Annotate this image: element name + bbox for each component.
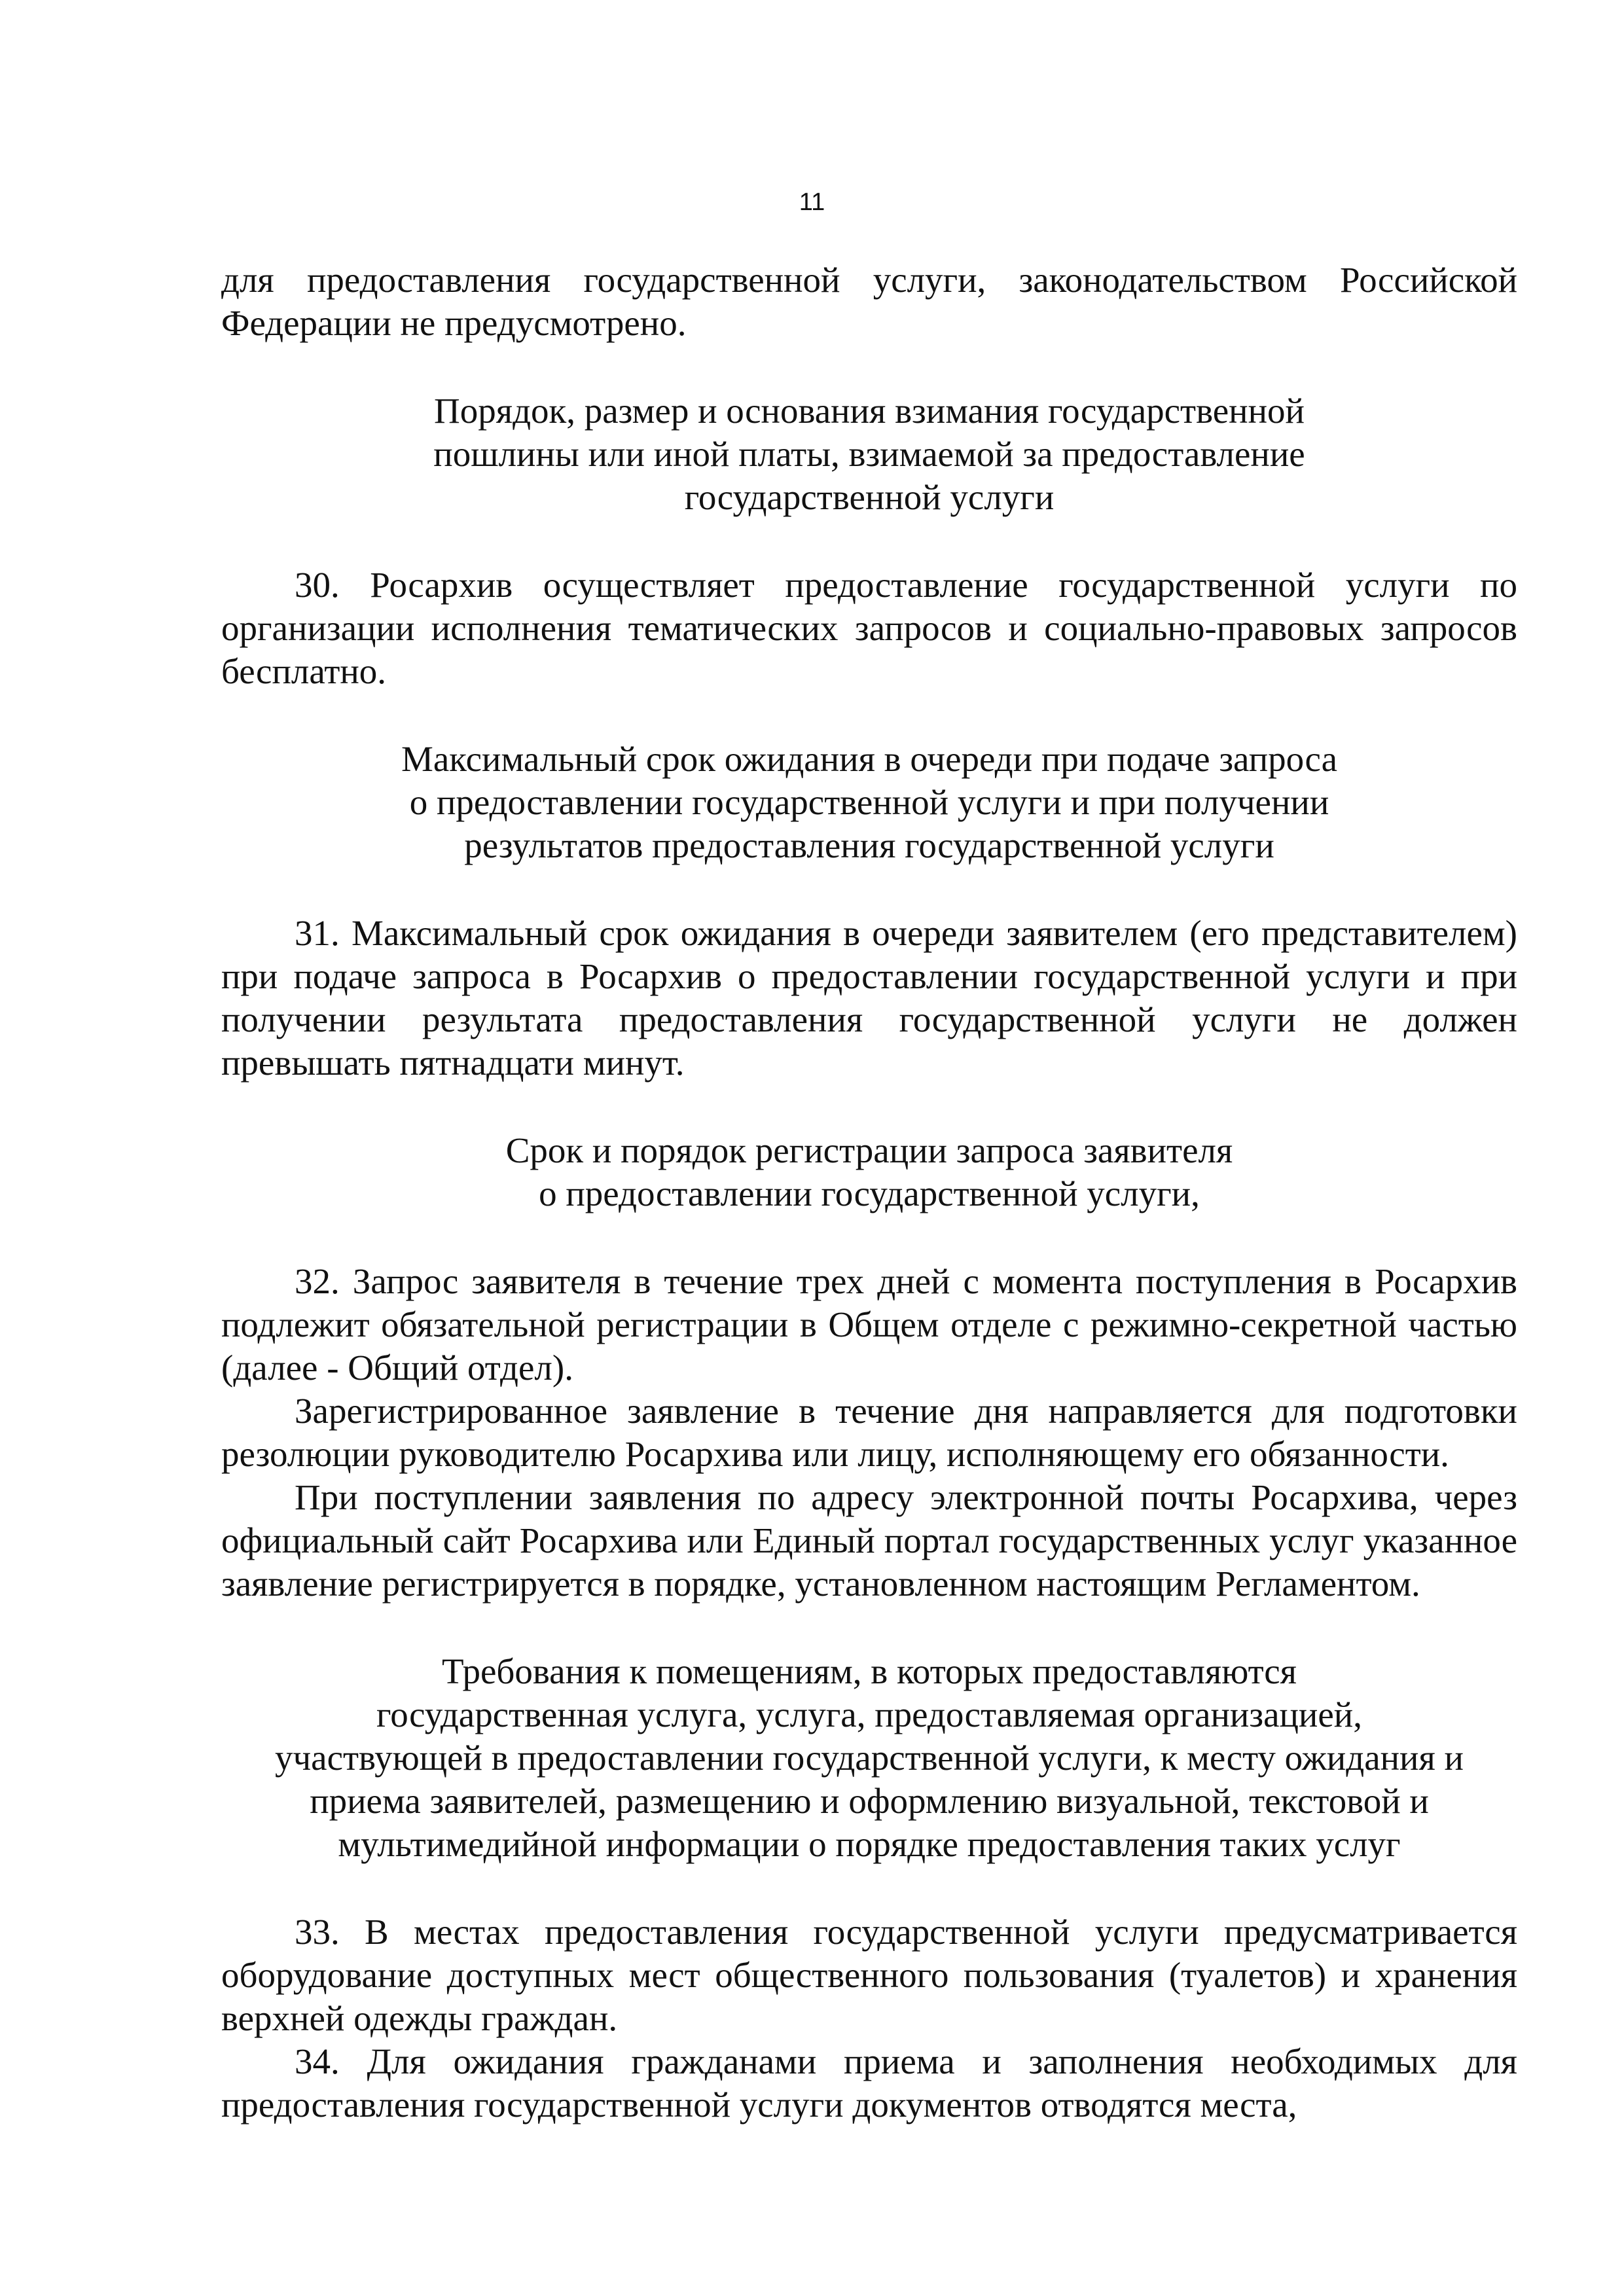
paragraph-30: 30. Росархив осуществляет предоставление государственной услуги по организации исполнения тематических запросов и социально-правовых запросов бесплатно.	[221, 565, 1517, 691]
paragraph-31: 31. Максимальный срок ожидания в очереди заявителем (его представителем) при подаче запроса в Росархив о предоставлении государственной услуги и при получении результата предоставления государственной услуги не должен превышать пятнадцати минут.	[221, 913, 1517, 1083]
heading-line: Максимальный срок ожидания в очереди при подаче запроса	[401, 739, 1338, 779]
paragraph-32: 32. Запрос заявителя в течение трех дней с момента поступления в Росархив подлежит обязательной регистрации в Общем отделе с режимно-секретной частью (далее - Общий отдел).	[221, 1261, 1517, 1388]
heading-line: государственной услуги	[684, 477, 1055, 517]
heading-line: пошлины или иной платы, взимаемой за предоставление	[433, 434, 1305, 474]
paragraph-33: 33. В местах предоставления государственной услуги предусматривается оборудование доступных мест общественного пользования (туалетов) и хранения верхней одежды граждан.	[221, 1912, 1517, 2038]
heading-line: мультимедийной информации о порядке предоставления таких услуг	[338, 1824, 1401, 1864]
paragraph-32-electronic: При поступлении заявления по адресу электронной почты Росархива, через официальный сайт Росархива или Единый портал государственных услуг указанное заявление регистрируется в порядке, установленном настоящим Регламентом.	[221, 1477, 1517, 1604]
paragraph-34: 34. Для ожидания гражданами приема и заполнения необходимых для предоставления государственной услуги документов отводятся места,	[221, 2041, 1517, 2125]
heading-line: Срок и порядок регистрации запроса заявителя	[505, 1130, 1233, 1170]
section-heading-waiting-time	[221, 738, 1517, 867]
heading-line: участвующей в предоставлении государственной услуги, к месту ожидания и	[275, 1738, 1464, 1778]
section-heading-fees	[221, 389, 1517, 519]
section-heading-premises	[221, 1650, 1517, 1866]
heading-line: Требования к помещениям, в которых предоставляются	[442, 1651, 1297, 1691]
heading-line: о предоставлении государственной услуги и при получении	[409, 782, 1329, 822]
heading-line: Порядок, размер и основания взимания государственной	[434, 391, 1305, 431]
heading-line: приема заявителей, размещению и оформлению визуальной, текстовой и	[310, 1781, 1429, 1821]
page-number: 11	[799, 188, 825, 216]
section-heading-registration	[221, 1129, 1517, 1215]
heading-line: государственная услуга, услуга, предоставляемая организацией,	[376, 1695, 1362, 1734]
paragraph-32-registered: Зарегистрированное заявление в течение дня направляется для подготовки резолюции руководителю Росархива или лицу, исполняющему его обязанности.	[221, 1391, 1517, 1474]
heading-line: результатов предоставления государственной услуги	[464, 825, 1274, 865]
document-body	[221, 259, 1517, 2126]
heading-line: о предоставлении государственной услуги,	[539, 1174, 1200, 1213]
paragraph-intro: для предоставления государственной услуги, законодательством Российской Федерации не предусмотрено.	[221, 260, 1517, 343]
